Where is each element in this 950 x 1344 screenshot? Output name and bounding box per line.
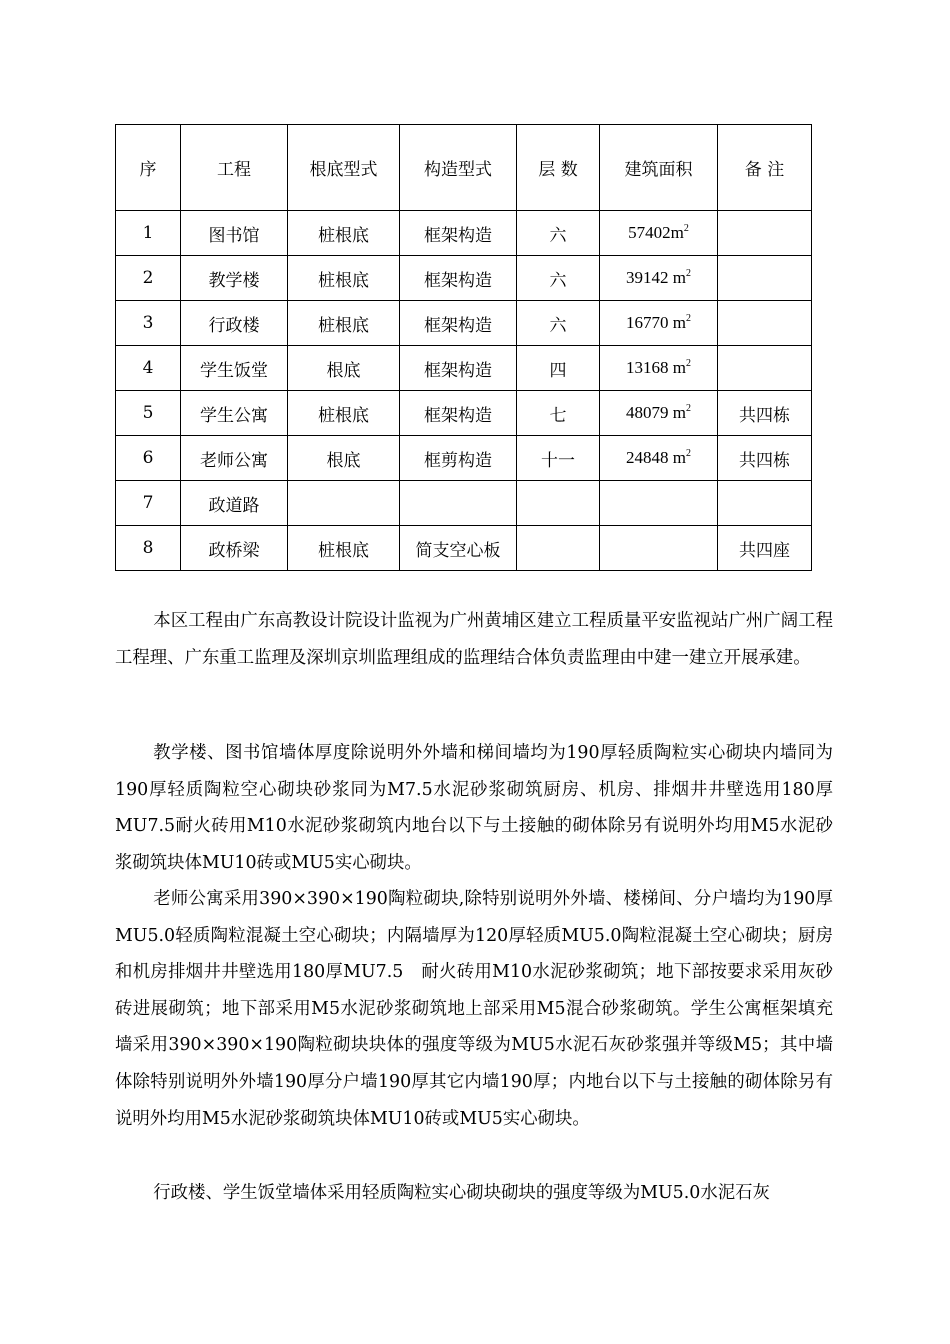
- cell-area: [600, 391, 718, 436]
- cell-structure: 框架构造: [400, 391, 517, 436]
- table-row: [116, 391, 812, 436]
- area-superscript: 2: [683, 223, 689, 234]
- area-superscript: 2: [685, 313, 691, 324]
- cell-floors: [517, 526, 600, 571]
- table-row: [116, 436, 812, 481]
- table-row: [116, 256, 812, 301]
- header-floors: 层 数: [517, 125, 600, 211]
- cell-no: 2: [116, 256, 181, 301]
- table-row: [116, 301, 812, 346]
- table-row: [116, 481, 812, 526]
- paragraph-teaching-library-walls: 教学楼、图书馆墙体厚度除说明外外墙和梯间墙均为190厚轻质陶粒实心砌块内墙同为190厚轻质陶粒空心砌块砂浆同为M7.5水泥砂浆砌筑厨房、机房、排烟井井壁选用180厚MU7.5耐火砖用M10水泥砂浆砌筑内地台以下与土接触的砌体除另有说明外均用M5水泥砂浆砌筑块体MU10砖或MU5实心砌块。: [115, 743, 833, 873]
- cell-area: [600, 526, 718, 571]
- cell-floors: 四: [517, 346, 600, 391]
- cell-note: [718, 211, 812, 256]
- cell-foundation: 桩根底: [288, 391, 400, 436]
- paragraph-supervision: 本区工程由广东高教设计院设计监视为广州黄埔区建立工程质量平安监视站广州广阔工程工程理、广东重工监理及深圳京圳监理组成的监理结合体负责监理由中建一建立开展承建。: [115, 611, 833, 668]
- table-header-row: [116, 125, 812, 211]
- cell-foundation: [288, 481, 400, 526]
- header-note: 备 注: [718, 125, 812, 211]
- paragraph-apartment-walls: 老师公寓采用390×390×190陶粒砌块,除特别说明外外墙、楼梯间、分户墙均为190厚MU5.0轻质陶粒混凝土空心砌块；内隔墙厚为120厚轻质MU5.0陶粒混凝土空心砌块；厨房和机房排烟井井壁选用180厚MU7.5 耐火砖用M10水泥砂浆砌筑；地下部按要求采用灰砂砖进展砌筑；地下部采用M5水泥砂浆砌筑地上部采用M5混合砂浆砌筑。学生公寓框架填充墙采用390×390×190陶粒砌块块体的强度等级为MU5水泥石灰砂浆强并等级M5；其中墙体除特别说明外外墙190厚分户墙190厚其它内墙190厚；内地台以下与土接触的砌体除另有说明外均用M5水泥砂浆砌筑块体MU10砖或MU5实心砌块。: [115, 889, 833, 1129]
- cell-area: [600, 211, 718, 256]
- table-row: [116, 346, 812, 391]
- area-superscript: 2: [685, 268, 691, 279]
- area-value: 16770 m: [626, 313, 686, 332]
- cell-name: 行政楼: [181, 301, 288, 346]
- project-table: [115, 124, 812, 571]
- cell-area: [600, 346, 718, 391]
- cell-area: [600, 436, 718, 481]
- header-building-area: 建筑面积: [600, 125, 718, 211]
- cell-foundation: 桩根底: [288, 526, 400, 571]
- header-structure-type: 构造型式: [400, 125, 517, 211]
- cell-structure: 框架构造: [400, 211, 517, 256]
- cell-structure: 框架构造: [400, 346, 517, 391]
- cell-note: 共四座: [718, 526, 812, 571]
- cell-floors: 七: [517, 391, 600, 436]
- cell-note: 共四栋: [718, 391, 812, 436]
- cell-area: [600, 256, 718, 301]
- cell-structure: [400, 481, 517, 526]
- cell-structure: 框架构造: [400, 256, 517, 301]
- cell-floors: 六: [517, 211, 600, 256]
- cell-note: [718, 301, 812, 346]
- header-project: 工程: [181, 125, 288, 211]
- area-value: 24848 m: [626, 448, 686, 467]
- paragraph-admin-canteen-walls: 行政楼、学生饭堂墙体采用轻质陶粒实心砌块砌块的强度等级为MU5.0水泥石灰: [153, 1183, 770, 1203]
- cell-floors: [517, 481, 600, 526]
- cell-name: 教学楼: [181, 256, 288, 301]
- cell-floors: 十一: [517, 436, 600, 481]
- table-row: [116, 211, 812, 256]
- area-superscript: 2: [685, 403, 691, 414]
- cell-no: 1: [116, 211, 181, 256]
- cell-no: 6: [116, 436, 181, 481]
- cell-no: 3: [116, 301, 181, 346]
- cell-foundation: 桩根底: [288, 256, 400, 301]
- table-row: [116, 526, 812, 571]
- cell-note: [718, 481, 812, 526]
- cell-area: [600, 301, 718, 346]
- area-superscript: 2: [685, 448, 691, 459]
- cell-foundation: 桩根底: [288, 301, 400, 346]
- header-no: 序: [116, 125, 181, 211]
- cell-structure: 框剪构造: [400, 436, 517, 481]
- cell-name: 老师公寓: [181, 436, 288, 481]
- area-value: 13168 m: [626, 358, 686, 377]
- area-value: 39142 m: [626, 268, 686, 287]
- cell-area: [600, 481, 718, 526]
- cell-foundation: 根底: [288, 436, 400, 481]
- cell-name: 政道路: [181, 481, 288, 526]
- cell-no: 5: [116, 391, 181, 436]
- cell-floors: 六: [517, 256, 600, 301]
- cell-name: 学生饭堂: [181, 346, 288, 391]
- cell-note: [718, 256, 812, 301]
- cell-name: 学生公寓: [181, 391, 288, 436]
- cell-no: 8: [116, 526, 181, 571]
- cell-name: 图书馆: [181, 211, 288, 256]
- cell-note: 共四栋: [718, 436, 812, 481]
- cell-structure: 框架构造: [400, 301, 517, 346]
- area-value: 48079 m: [626, 403, 686, 422]
- cell-note: [718, 346, 812, 391]
- cell-no: 7: [116, 481, 181, 526]
- cell-foundation: 根底: [288, 346, 400, 391]
- area-value: 57402m: [628, 223, 684, 242]
- header-foundation-type: 根底型式: [288, 125, 400, 211]
- cell-name: 政桥梁: [181, 526, 288, 571]
- area-superscript: 2: [685, 358, 691, 369]
- cell-foundation: 桩根底: [288, 211, 400, 256]
- cell-no: 4: [116, 346, 181, 391]
- cell-structure: 简支空心板: [400, 526, 517, 571]
- cell-floors: 六: [517, 301, 600, 346]
